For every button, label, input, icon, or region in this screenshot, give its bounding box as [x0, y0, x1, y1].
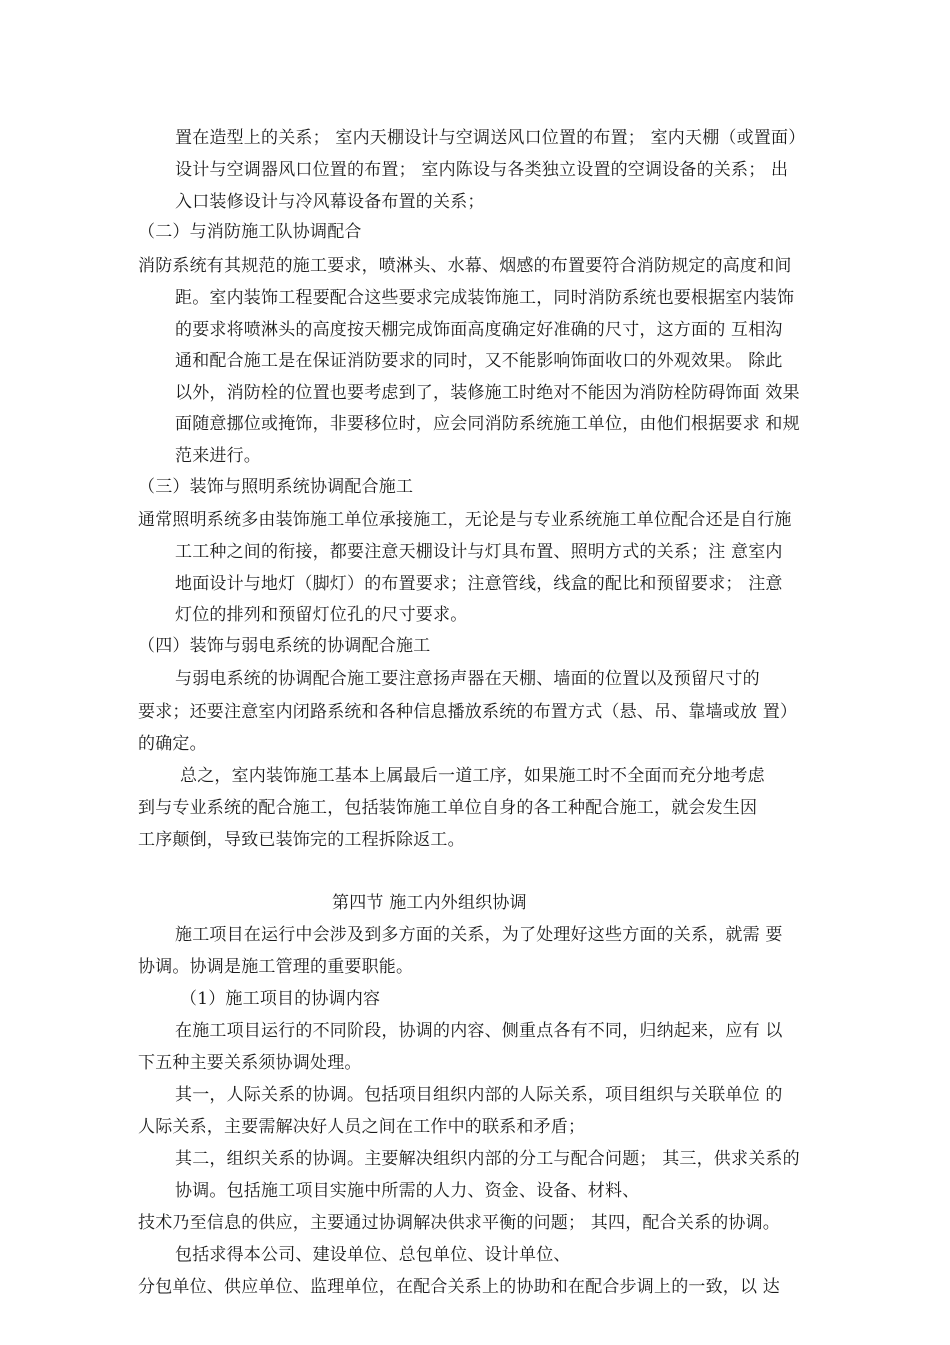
text-line: 通和配合施工是在保证消防要求的同时，又不能影响饰面收口的外观效果。 除此 — [175, 351, 783, 371]
text-line: 以外，消防栓的位置也要考虑到了，装修施工时绝对不能因为消防栓防碍饰面 效果 — [175, 383, 800, 403]
section-title: 第四节 施工内外组织协调 — [332, 893, 527, 913]
text-line: 协调。包括施工项目实施中所需的人力、资金、设备、材料、 — [175, 1181, 640, 1201]
text-line: 技术乃至信息的供应，主要通过协调解决供求平衡的问题； 其四，配合关系的协调。 — [138, 1213, 781, 1233]
text-line: 包括求得本公司、建设单位、总包单位、设计单位、 — [175, 1245, 571, 1265]
text-line: 在施工项目运行的不同阶段，协调的内容、侧重点各有不同，归纳起来，应有 以 — [175, 1021, 783, 1041]
text-line: 消防系统有其规范的施工要求，喷淋头、水幕、烟感的布置要符合消防规定的高度和间 — [138, 256, 792, 276]
text-line: 分包单位、供应单位、监理单位，在配合关系上的协助和在配合步调上的一致，以 达 — [138, 1277, 781, 1297]
section-heading: （三）装饰与照明系统协调配合施工 — [138, 477, 414, 497]
text-line: 与弱电系统的协调配合施工要注意扬声器在天棚、墙面的位置以及预留尺寸的 — [175, 669, 760, 689]
text-line: 置在造型上的关系； 室内天棚设计与空调送风口位置的布置； 室内天棚（或置面） — [175, 128, 806, 148]
text-line: 其二，组织关系的协调。主要解决组织内部的分工与配合问题； 其三，供求关系的 — [175, 1149, 800, 1169]
text-line: 的确定。 — [138, 734, 207, 754]
text-line: 人际关系，主要需解决好人员之间在工作中的联系和矛盾； — [138, 1117, 586, 1137]
text-line: 总之，室内装饰施工基本上属最后一道工序，如果施工时不全面而充分地考虑 — [180, 766, 765, 786]
text-line: 协调。协调是施工管理的重要职能。 — [138, 957, 414, 977]
text-line: 工工种之间的衔接，都要注意天棚设计与灯具布置、照明方式的关系；注 意室内 — [175, 542, 783, 562]
subsection-heading: （1）施工项目的协调内容 — [180, 989, 381, 1009]
section-heading: （四）装饰与弱电系统的协调配合施工 — [138, 636, 431, 656]
text-line: 的要求将喷淋头的高度按天棚完成饰面高度确定好准确的尺寸，这方面的 互相沟 — [175, 320, 783, 340]
section-heading: （二）与消防施工队协调配合 — [138, 222, 362, 242]
text-line: 下五种主要关系须协调处理。 — [138, 1053, 362, 1073]
text-line: 工序颠倒，导致已装饰完的工程拆除返工。 — [138, 830, 465, 850]
text-line: 施工项目在运行中会涉及到多方面的关系，为了处理好这些方面的关系，就需 要 — [175, 925, 783, 945]
text-line: 面随意挪位或掩饰，非要移位时，应会同消防系统施工单位，由他们根据要求 和规 — [175, 414, 800, 434]
text-line: 入口装修设计与冷风幕设备布置的关系； — [175, 192, 485, 212]
text-line: 其一，人际关系的协调。包括项目组织内部的人际关系，项目组织与关联单位 的 — [175, 1085, 783, 1105]
text-line: 距。室内装饰工程要配合这些要求完成装饰施工，同时消防系统也要根据室内装饰 — [175, 288, 795, 308]
text-line: 范来进行。 — [175, 446, 261, 466]
text-line: 设计与空调器风口位置的布置； 室内陈设与各类独立设置的空调设备的关系； 出 — [175, 160, 789, 180]
text-line: 通常照明系统多由装饰施工单位承接施工，无论是与专业系统施工单位配合还是自行施 — [138, 510, 792, 530]
text-line: 地面设计与地灯（脚灯）的布置要求；注意管线，线盒的配比和预留要求； 注意 — [175, 574, 783, 594]
text-line: 灯位的排列和预留灯位孔的尺寸要求。 — [175, 605, 468, 625]
text-line: 到与专业系统的配合施工，包括装饰施工单位自身的各工种配合施工，就会发生因 — [138, 798, 758, 818]
text-line: 要求；还要注意室内闭路系统和各种信息播放系统的布置方式（悬、吊、靠墙或放 置） — [138, 702, 798, 722]
